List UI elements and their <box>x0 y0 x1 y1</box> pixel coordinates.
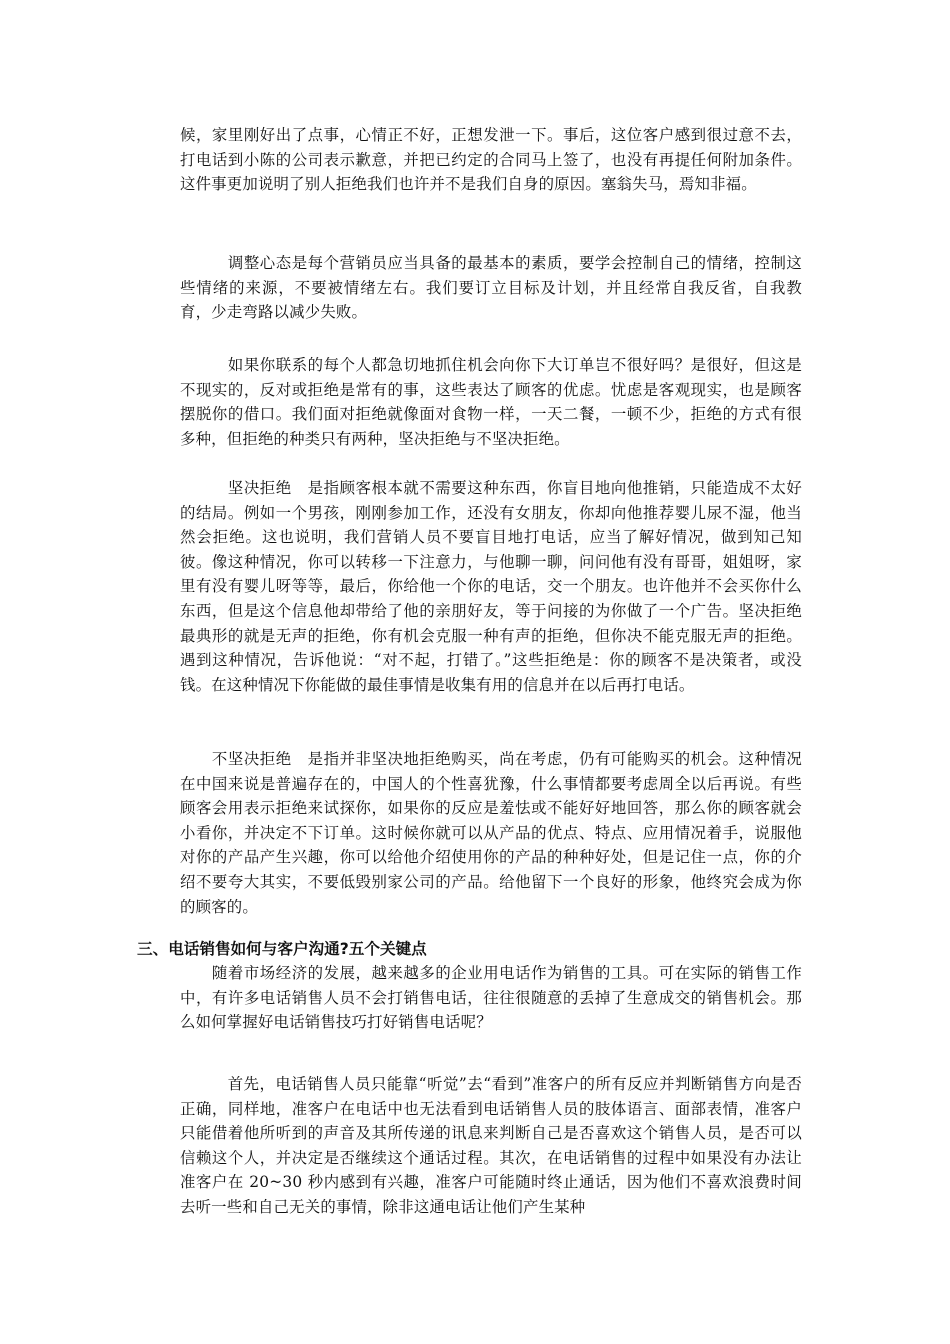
paragraph-intro-phone-sales: 随着市场经济的发展，越来越多的企业用电话作为销售的工具。可在实际的销售工作中，有许多电话销售人员不会打销售电话，往往很随意的丢掉了生意成交的销售机会。那么如何掌握好电话销售技巧打好销售电话呢？ <box>180 964 802 1032</box>
section-heading: 三、电话销售如何与客户沟通?五个关键点 <box>137 940 427 958</box>
paragraph-first-second-points: 首先，电话销售人员只能靠“听觉”去“看到”准客户的所有反应并判断销售方向是否正确，同样地，准客户在电话中也无法看到电话销售人员的肢体语言、面部表情，准客户只能借着他所听到的声音及其所传递的讯息来判断自己是否喜欢这个销售人员，是否可以信赖这个人，并决定是否继续这个通话过程。其次，在电话销售的过程中如果没有办法让准客户在 20~30 秒内感到有兴趣，准客户可能随时终止通话，因为他们不喜欢浪费时间去听一些和自己无关的事情，除非这通电话让他们产生某种 <box>180 1075 802 1216</box>
paragraph-firm-rejection: 坚决拒绝 是指顾客根本就不需要这种东西，你盲目地向他推销，只能造成不太好的结局。例如一个男孩，刚刚参加工作，还没有女朋友，你却向他推荐婴儿尿不湿，他当然会拒绝。这也说明，我们营销人员不要盲目地打电话，应当了解好情况，做到知己知彼。像这种情况，你可以转移一下注意力，与他聊一聊，问问他有没有哥哥，姐姐呀，家里有没有婴儿呀等等，最后，你给他一个你的电话，交一个朋友。也许他并不会买你什么东西，但是这个信息他却带给了他的亲朋好友，等于问接的为你做了一个广告。坚决拒绝最典形的就是无声的拒绝，你有机会克服一种有声的拒绝，但你决不能克服无声的拒绝。遇到这种情况，告诉他说：“对不起，打错了。”这些拒绝是：你的顾客不是决策者，或没钱。在这种情况下你能做的最佳事情是收集有用的信息并在以后再打电话。 <box>180 479 802 694</box>
paragraph-rejection-types: 如果你联系的每个人都急切地抓住机会向你下大订单岂不很好吗？是很好，但这是不现实的，反对或拒绝是常有的事，这些表达了顾客的优虑。忧虑是客观现实，也是顾客摆脱你的借口。我们面对拒绝就像面对食物一样，一天二餐，一顿不少，拒绝的方式有很多种，但拒绝的种类只有两种，坚决拒绝与不坚决拒绝。 <box>180 356 802 448</box>
paragraph-anecdote-ending: 候，家里刚好出了点事，心情正不好，正想发泄一下。事后，这位客户感到很过意不去，打电话到小陈的公司表示歉意，并把已约定的合同马上签了，也没有再提任何附加条件。这件事更加说明了别人拒绝我们也许并不是我们自身的原因。塞翁失马，焉知非福。 <box>180 126 802 194</box>
paragraph-adjust-mindset: 调整心态是每个营销员应当具备的最基本的素质，要学会控制自己的情绪，控制这些情绪的来源，不要被情绪左右。我们要订立目标及计划，并且经常自我反省，自我教育，少走弯路以减少失败。 <box>180 254 802 322</box>
paragraph-soft-rejection: 不坚决拒绝 是指并非坚决地拒绝购买，尚在考虑，仍有可能购买的机会。这种情况在中国来说是普遍存在的，中国人的个性喜犹豫，什么事情都要考虑周全以后再说。有些顾客会用表示拒绝来试探你，如果你的反应是羞怯或不能好好地回答，那么你的顾客就会小看你，并决定不下订单。这时候你就可以从产品的优点、特点、应用情况着手，说服他对你的产品产生兴趣，你可以给他介绍使用你的产品的种种好处，但是记住一点，你的介绍不要夸大其实，不要低毁别家公司的产品。给他留下一个良好的形象，他终究会成为你的顾客的。 <box>180 750 802 916</box>
